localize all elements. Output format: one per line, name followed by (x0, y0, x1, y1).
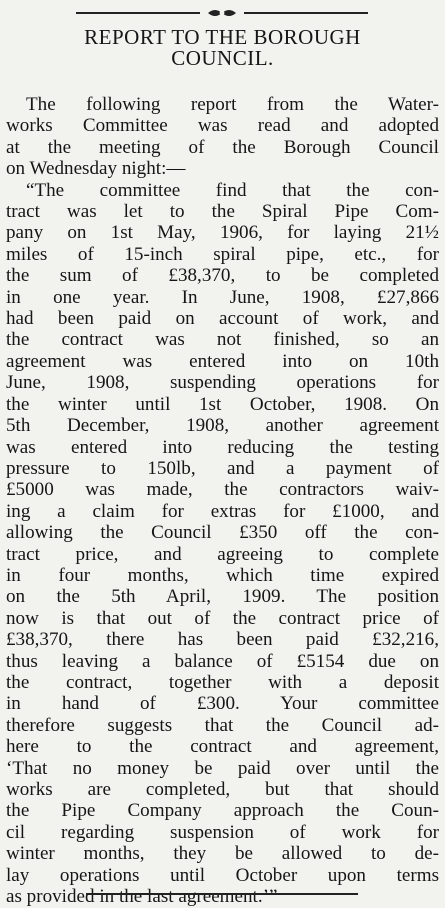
body-line: as provided in the last agreement.’” (6, 886, 278, 908)
article-headline (16, 27, 429, 69)
body-line: tract was let to the Spiral Pipe Com- (6, 201, 439, 223)
ornament-icon (206, 6, 238, 20)
body-line: therefore suggests that the Council ad- (6, 714, 439, 736)
body-line: agreement was entered into on 10th (6, 350, 439, 372)
body-line: pany on 1st May, 1906, for laying 21½ (6, 222, 439, 244)
body-line: works Committee was read and adopted (6, 115, 439, 137)
body-line: June, 1908, suspending operations for (6, 372, 439, 394)
body-line: at the meeting of the Borough Council (6, 136, 439, 158)
body-line: here to the contract and agreement, (6, 736, 439, 758)
body-line: lay operations until October upon terms (6, 864, 439, 886)
body-line: The following report from the Water- (26, 94, 439, 115)
body-line: winter months, they be allowed to de- (6, 843, 439, 865)
body-line: the contract, together with a deposit (6, 671, 439, 693)
body-line: £5000 was made, the contractors waiv- (6, 479, 439, 501)
body-line: works are completed, but that should (6, 779, 439, 800)
body-line: the winter until 1st October, 1908. On (6, 393, 439, 415)
body-line: thus leaving a balance of £5154 due on (6, 650, 439, 672)
top-ornamental-rule (76, 6, 368, 20)
body-line: cil regarding suspension of work for (6, 821, 439, 843)
body-line: in one year. In June, 1908, £27,866 (6, 286, 439, 308)
body-line: £38,370, there has been paid £32,216, (6, 629, 439, 651)
body-line: the Pipe Company approach the Coun- (6, 800, 439, 822)
body-line: 5th December, 1908, another agreement (6, 415, 439, 437)
body-line: on Wednesday night:— (6, 158, 186, 180)
body-line: in four months, which time expired (6, 564, 439, 586)
body-line: miles of 15-inch spiral pipe, etc., for (6, 243, 439, 265)
rule-right-line (244, 12, 368, 14)
body-line: ‘That no money be paid over until the (6, 757, 439, 779)
body-line: tract price, and agreeing to complete (6, 543, 439, 565)
bottom-rule (86, 893, 358, 899)
headline-line-1: REPORT TO THE BOROUGH (84, 25, 361, 49)
body-line: was entered into reducing the testing (6, 436, 439, 458)
body-line: allowing the Council £350 off the con- (6, 522, 439, 544)
body-line: on the 5th April, 1909. The position (6, 586, 439, 608)
body-line: the sum of £38,370, to be completed (6, 265, 439, 287)
rule-left-line (76, 12, 200, 14)
body-line: now is that out of the contract price of (6, 607, 439, 629)
body-line: pressure to 150lb, and a payment of (6, 457, 439, 479)
body-line: “The committee find that the con- (26, 179, 439, 201)
headline-line-2: COUNCIL. (171, 46, 274, 70)
body-line: the contract was not finished, so an (6, 329, 439, 351)
body-line: in hand of £300. Your committee (6, 693, 439, 715)
body-line: ing a claim for extras for £1000, and (6, 500, 439, 522)
body-line: had been paid on account of work, and (6, 308, 439, 330)
article-body (6, 94, 439, 907)
